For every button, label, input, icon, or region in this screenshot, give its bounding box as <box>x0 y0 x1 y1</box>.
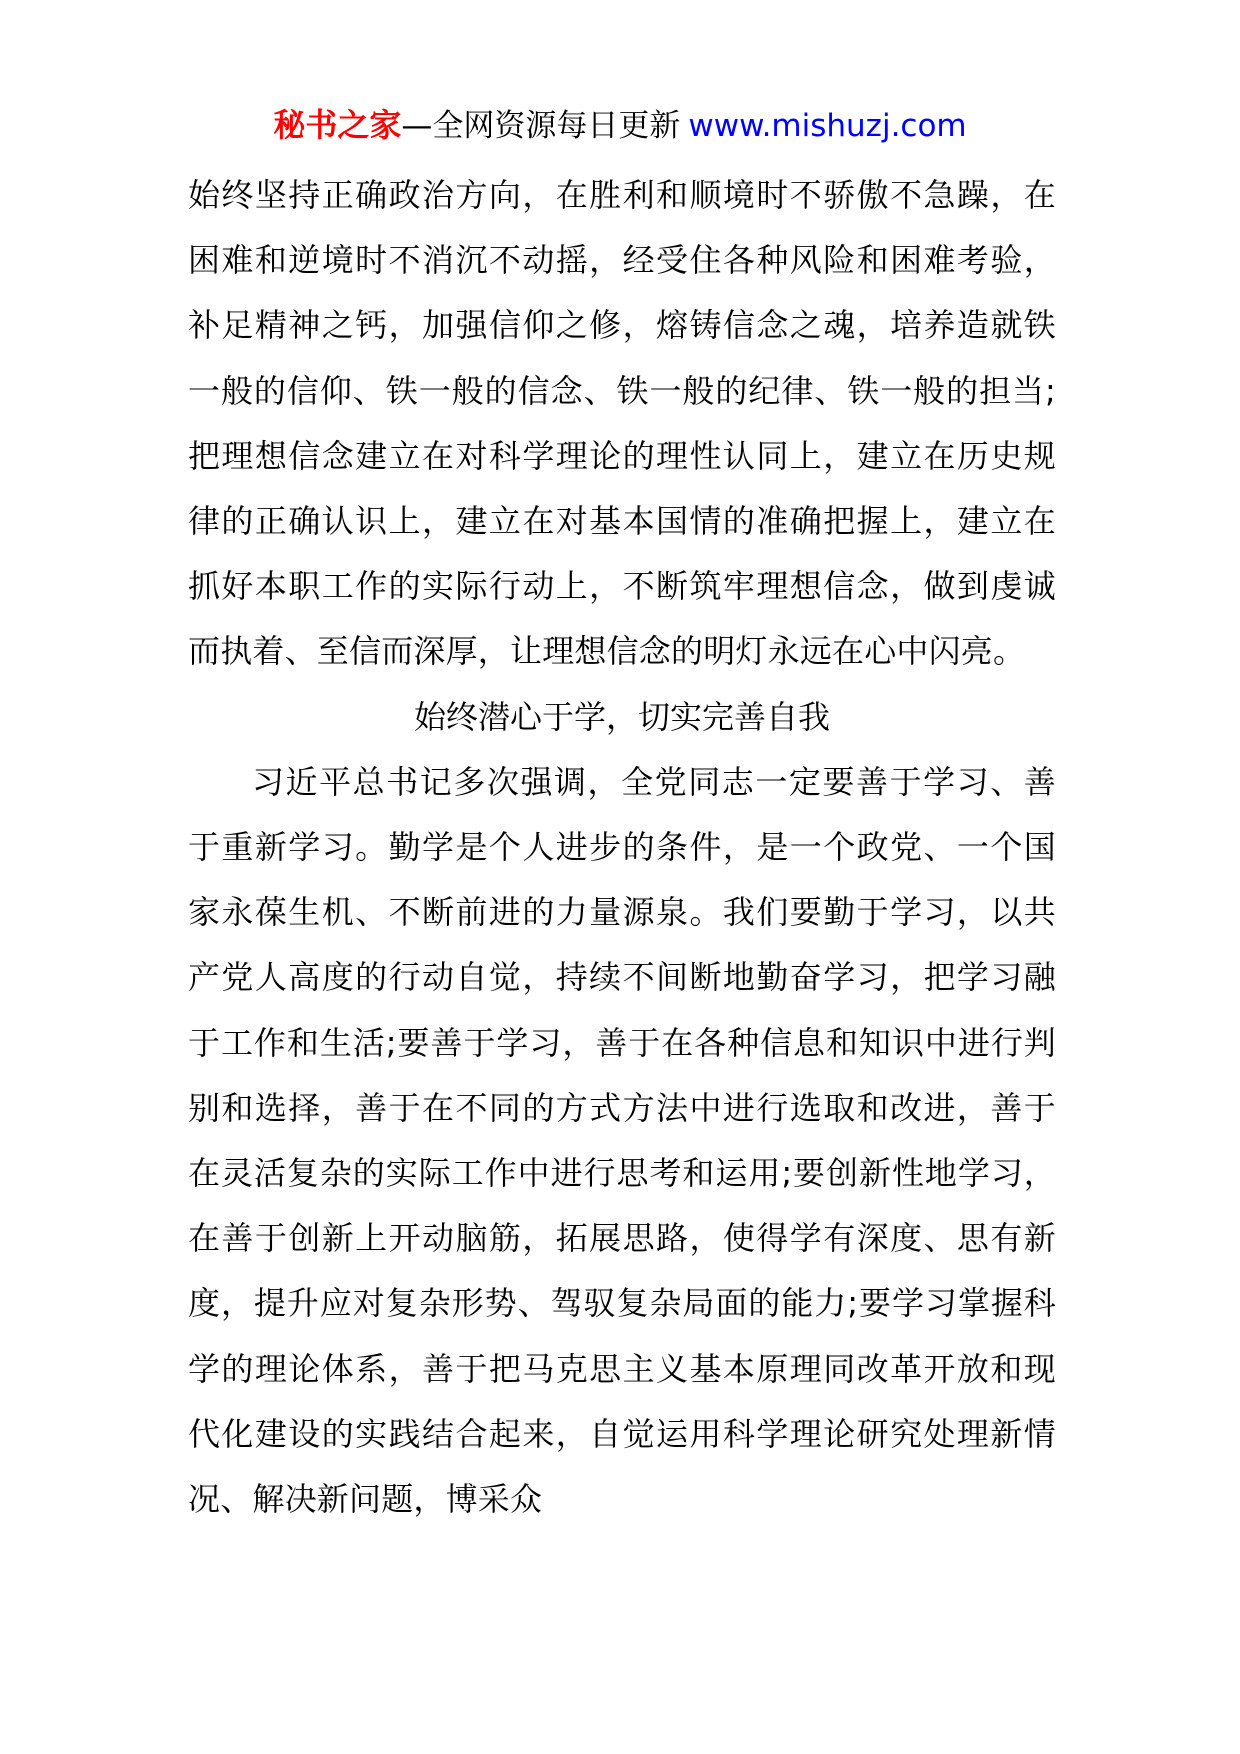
document-body <box>188 163 1056 1532</box>
header-tagline: —全网资源每日更新 <box>401 108 681 144</box>
paragraph-2: 习近平总书记多次强调，全党同志一定要善于学习、善于重新学习。勤学是个人进步的条件，是一个政党、一个国家永葆生机、不断前进的力量源泉。我们要勤于学习，以共产党人高度的行动自觉，持续不间断地勤奋学习，把学习融于工作和生活;要善于学习，善于在各种信息和知识中进行判别和选择，善于在不同的方式方法中进行选取和改进，善于在灵活复杂的实际工作中进行思考和运用;要创新性地学习，在善于创新上开动脑筋，拓展思路，使得学有深度、思有新度，提升应对复杂形势、驾驭复杂局面的能力;要学习掌握科学的理论体系，善于把马克思主义基本原理同改革开放和现代化建设的实践结合起来，自觉运用科学理论研究处理新情况、解决新问题，博采众 <box>188 762 1056 1519</box>
brand-name: 秘书之家 <box>273 106 402 144</box>
website-link[interactable]: www.mishuzj.com <box>688 108 967 144</box>
page-header <box>0 100 1240 151</box>
paragraph-1: 始终坚持正确政治方向，在胜利和顺境时不骄傲不急躁，在困难和逆境时不消沉不动摇，经受住各种风险和困难考验，补足精神之钙，加强信仰之修，熔铸信念之魂，培养造就铁一般的信仰、铁一般的信念、铁一般的纪律、铁一般的担当;把理想信念建立在对科学理论的理性认同上，建立在历史规律的正确认识上，建立在对基本国情的准确把握上，建立在抓好本职工作的实际行动上，不断筑牢理想信念，做到虔诚而执着、至信而深厚，让理想信念的明灯永远在心中闪亮。 <box>188 176 1056 671</box>
section-title: 始终潜心于学，切实完善自我 <box>413 697 830 736</box>
